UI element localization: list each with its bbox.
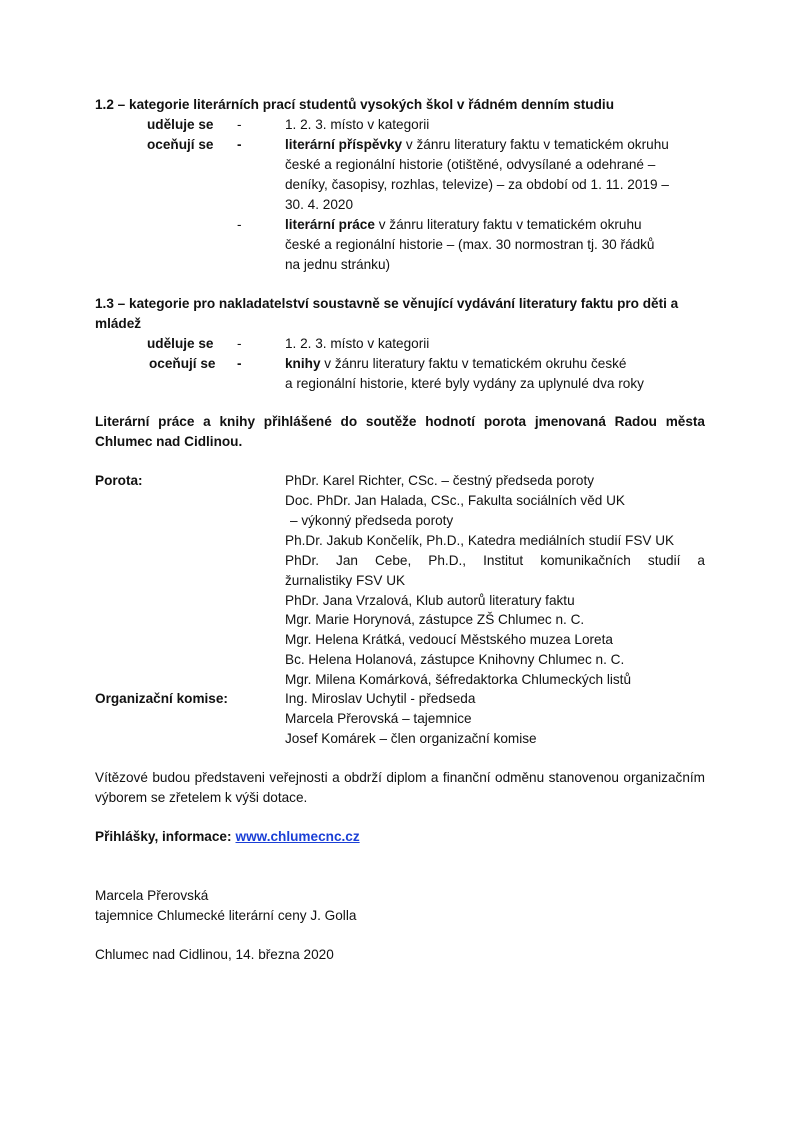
honor-item-1-line-1 — [285, 135, 669, 155]
winners-paragraph: Vítězové budou představeni veřejnosti a obdrží diplom a finanční odměnu stanovenou organizačním výborem se zřetelem k výši dotace. — [95, 770, 705, 805]
website-link[interactable]: www.chlumecnc.cz — [235, 829, 360, 844]
honor-item-1-line-3: deníky, časopisy, rozhlas, televize) – za období od 1. 11. 2019 – — [285, 177, 669, 192]
honor-item-books-line-1 — [285, 354, 627, 374]
section-1-3-title: 1.3 – kategorie pro nakladatelství soustavně se věnující vydávání literatury faktu pro děti a mládež — [95, 296, 679, 331]
awards-label: uděluje se — [147, 336, 214, 351]
honor-item-books-bold: knihy — [285, 356, 321, 371]
contact-line — [95, 827, 360, 847]
jury-member: Mgr. Milena Komárková, šéfredaktorka Chlumeckých listů — [285, 672, 632, 687]
awards-label: uděluje se — [147, 117, 214, 132]
contact-label: Přihlášky, informace: — [95, 829, 232, 844]
honor-item-1-line-2: české a regionální historie (otištěné, odvysílané a odehrané – — [285, 157, 656, 172]
jury-member: Ph.Dr. Jakub Končelík, Ph.D., Katedra mediálních studií FSV UK — [285, 533, 675, 548]
honors-label: oceňují se — [147, 137, 214, 152]
honor-item-1-bold: literární příspěvky — [285, 137, 403, 152]
honor-item-1-text: v žánru literatury faktu v tematickém okruhu — [402, 137, 669, 152]
dash: - — [237, 217, 242, 232]
honor-item-1-line-4: 30. 4. 2020 — [285, 197, 354, 212]
committee-member: Ing. Miroslav Uchytil - předseda — [285, 691, 476, 706]
honor-item-2-line-3: na jednu stránku) — [285, 257, 391, 272]
place-date: Chlumec nad Cidlinou, 14. března 2020 — [95, 947, 334, 962]
dash: - — [237, 137, 242, 152]
jury-member: – výkonný předseda poroty — [290, 513, 454, 528]
jury-intro: Literární práce a knihy přihlášené do soutěže hodnotí porota jmenovaná Radou města Chlumec nad Cidlinou. — [95, 414, 705, 449]
honor-item-2-bold: literární práce — [285, 217, 375, 232]
signature-name: Marcela Přerovská — [95, 888, 209, 903]
honor-item-books-line-2: a regionální historie, které byly vydány za uplynulé dva roky — [285, 376, 644, 391]
committee-member: Marcela Přerovská – tajemnice — [285, 711, 472, 726]
dash: - — [237, 117, 242, 132]
awards-value: 1. 2. 3. místo v kategorii — [285, 336, 430, 351]
honor-item-books-text: v žánru literatury faktu v tematickém okruhu české — [320, 356, 627, 371]
honors-label: oceňují se — [149, 356, 216, 371]
committee-label: Organizační komise: — [95, 691, 228, 706]
committee-member: Josef Komárek – člen organizační komise — [285, 731, 537, 746]
jury-member: Bc. Helena Holanová, zástupce Knihovny Chlumec n. C. — [285, 652, 625, 667]
jury-member: Mgr. Helena Krátká, vedoucí Městského muzea Loreta — [285, 632, 613, 647]
section-1-2-title: 1.2 – kategorie literárních prací studentů vysokých škol v řádném denním studiu — [95, 97, 614, 112]
honor-item-2-line-1 — [285, 215, 642, 235]
signature-role: tajemnice Chlumecké literární ceny J. Golla — [95, 908, 357, 923]
jury-label: Porota: — [95, 473, 143, 488]
awards-value: 1. 2. 3. místo v kategorii — [285, 117, 430, 132]
honor-item-2-line-2: české a regionální historie – (max. 30 normostran tj. 30 řádků — [285, 237, 655, 252]
honor-item-2-text: v žánru literatury faktu v tematickém okruhu — [374, 217, 642, 232]
dash: - — [237, 356, 242, 371]
jury-member: PhDr. Karel Richter, CSc. – čestný předseda poroty — [285, 473, 595, 488]
jury-member: PhDr. Jana Vrzalová, Klub autorů literatury faktu — [285, 593, 575, 608]
jury-member: žurnalistiky FSV UK — [285, 573, 406, 588]
jury-member: PhDr. Jan Cebe, Ph.D., Institut komunikačních studií a — [285, 553, 705, 568]
dash: - — [237, 336, 242, 351]
jury-member: Doc. PhDr. Jan Halada, CSc., Fakulta sociálních věd UK — [285, 493, 625, 508]
jury-member: Mgr. Marie Horynová, zástupce ZŠ Chlumec n. C. — [285, 612, 585, 627]
